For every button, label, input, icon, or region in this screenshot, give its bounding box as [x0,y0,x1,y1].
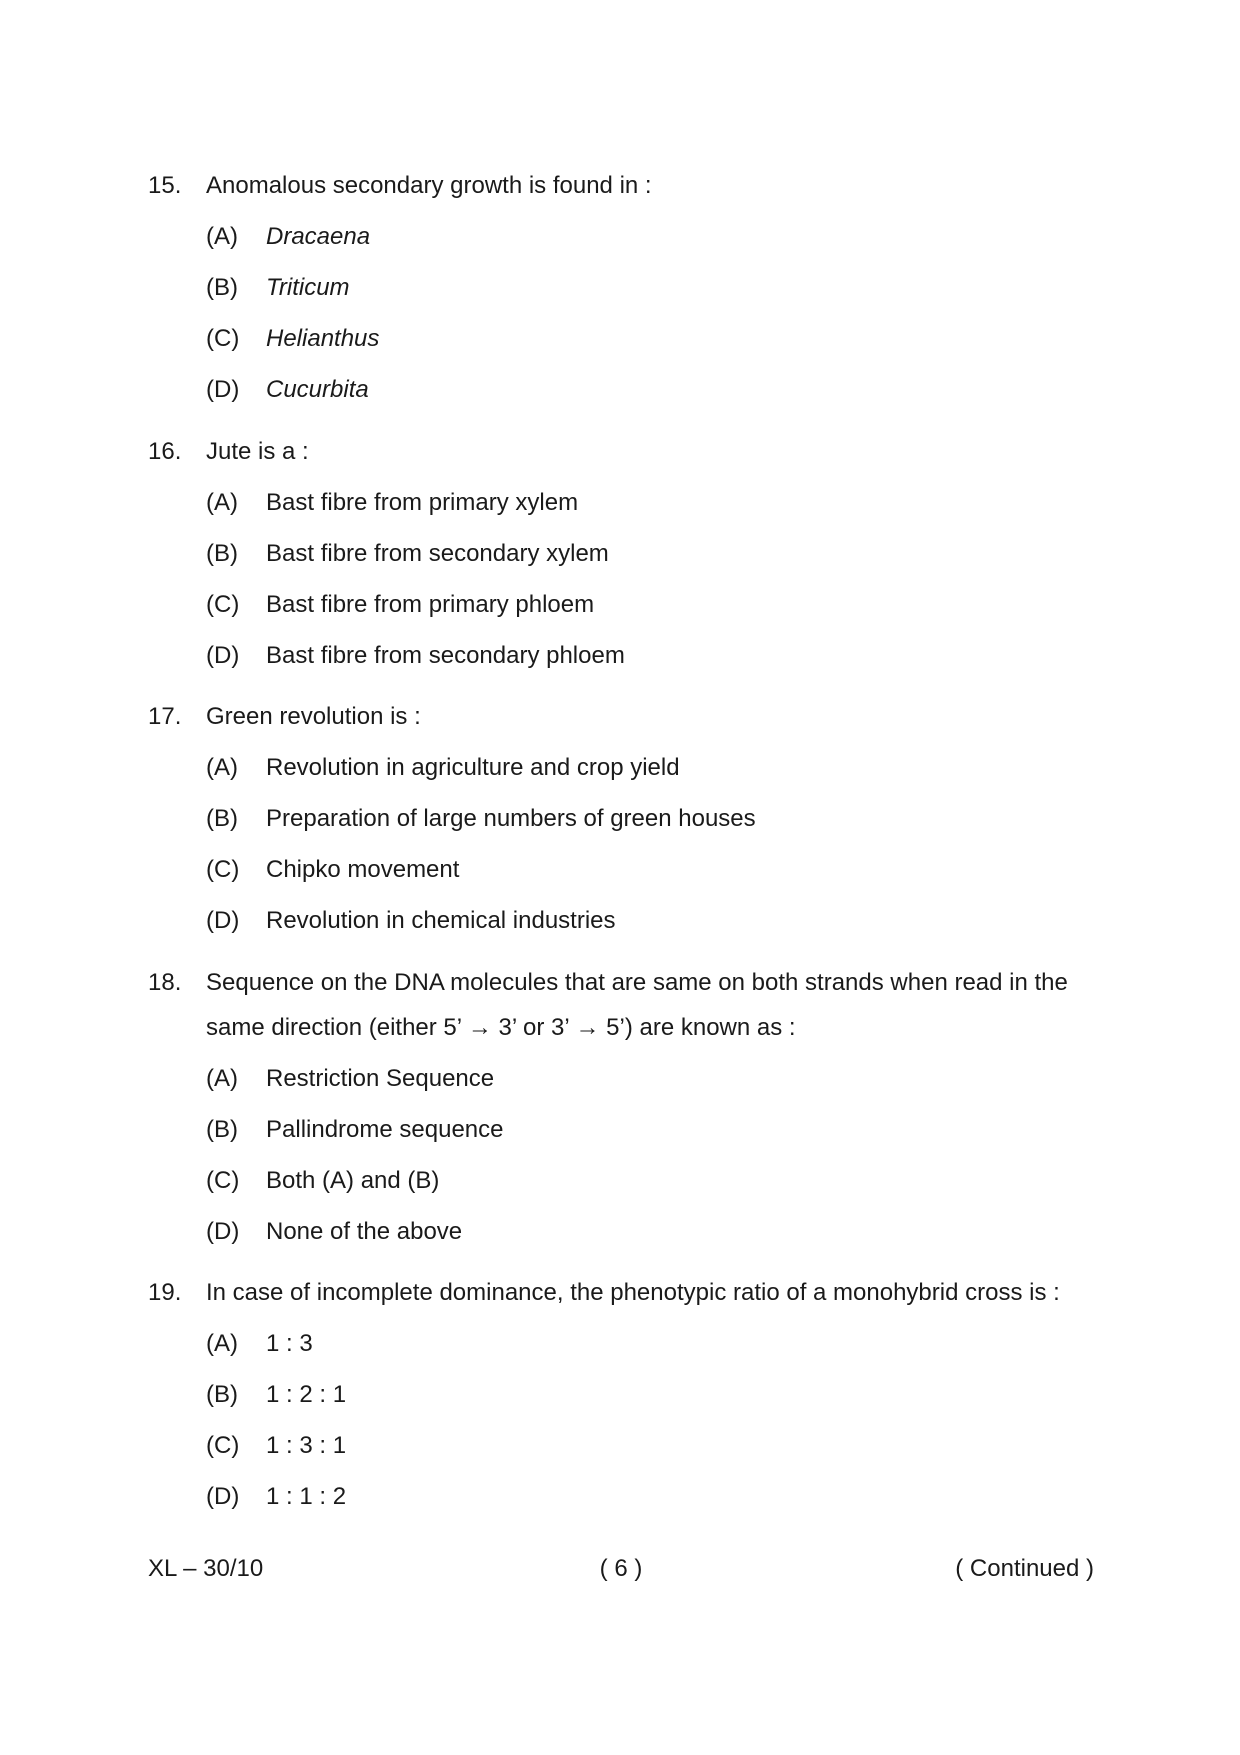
option-text: Cucurbita [266,376,369,403]
question-17 [148,694,1108,949]
option-c [148,1423,1108,1474]
option-label: (B) [206,1381,238,1408]
option-list [148,214,1108,418]
question-19 [148,1270,1108,1525]
option-text: Bast fibre from secondary xylem [266,540,609,567]
option-text: Triticum [266,274,350,301]
question-15 [148,163,1108,418]
option-c [148,316,1108,367]
question-text: Green revolution is : [206,703,421,730]
option-text: 1 : 3 [266,1330,313,1357]
option-list [148,1321,1108,1525]
option-label: (A) [206,1065,238,1092]
option-d [148,1209,1108,1260]
option-text: Bast fibre from primary xylem [266,489,579,516]
question-text: Jute is a : [206,438,309,465]
option-text: Revolution in chemical industries [266,907,616,934]
option-a [148,480,1108,531]
question-text: Sequence on the DNA molecules that are same on both strands when read in the same direction (either 5’ → 3’ or 3’ → 5’) are known as : [206,969,1068,1041]
question-text: In case of incomplete dominance, the phenotypic ratio of a monohybrid cross is : [206,1279,1060,1306]
question-stem [148,163,1108,208]
option-label: (D) [206,1218,240,1245]
option-label: (A) [206,1330,238,1357]
option-b [148,1372,1108,1423]
question-number: 16. [148,438,182,465]
option-label: (A) [206,223,238,250]
option-a [148,1321,1108,1372]
option-a [148,214,1108,265]
option-text: 1 : 3 : 1 [266,1432,347,1459]
option-d [148,1474,1108,1525]
page-number: ( 6 ) [599,1555,643,1582]
option-b [148,1107,1108,1158]
option-d [148,898,1108,949]
option-text: Revolution in agriculture and crop yield [266,754,680,781]
option-a [148,745,1108,796]
option-b [148,796,1108,847]
option-d [148,367,1108,418]
option-label: (D) [206,642,240,669]
page-footer [148,1549,1094,1589]
question-stem [148,1270,1108,1315]
option-label: (D) [206,907,240,934]
option-label: (D) [206,1483,240,1510]
question-stem [148,960,1108,1050]
option-text: Dracaena [266,223,371,250]
question-16 [148,429,1108,684]
option-text: Chipko movement [266,856,460,883]
question-stem [148,694,1108,739]
option-label: (B) [206,1116,238,1143]
option-d [148,633,1108,684]
option-label: (D) [206,376,240,403]
option-text: Pallindrome sequence [266,1116,504,1143]
option-c [148,847,1108,898]
continued-label: ( Continued ) [955,1555,1094,1582]
option-text: Bast fibre from secondary phloem [266,642,625,669]
option-label: (C) [206,591,240,618]
question-number: 18. [148,969,182,996]
option-label: (C) [206,325,240,352]
option-label: (C) [206,1432,240,1459]
question-text: Anomalous secondary growth is found in : [206,172,652,199]
option-label: (C) [206,856,240,883]
question-18 [148,960,1108,1260]
option-label: (B) [206,805,238,832]
option-c [148,1158,1108,1209]
option-label: (B) [206,274,238,301]
option-label: (C) [206,1167,240,1194]
option-c [148,582,1108,633]
option-b [148,531,1108,582]
option-text: Restriction Sequence [266,1065,495,1092]
option-text: 1 : 2 : 1 [266,1381,347,1408]
option-text: Both (A) and (B) [266,1167,440,1194]
option-text: None of the above [266,1218,463,1245]
option-list [148,1056,1108,1260]
paper-code: XL – 30/10 [148,1555,264,1582]
option-list [148,745,1108,949]
option-a [148,1056,1108,1107]
option-text: 1 : 1 : 2 [266,1483,347,1510]
option-label: (A) [206,754,238,781]
option-text: Bast fibre from primary phloem [266,591,595,618]
question-number: 17. [148,703,182,730]
question-number: 15. [148,172,182,199]
option-b [148,265,1108,316]
option-text: Helianthus [266,325,380,352]
option-label: (A) [206,489,238,516]
option-text: Preparation of large numbers of green houses [266,805,756,832]
option-list [148,480,1108,684]
option-label: (B) [206,540,238,567]
question-stem [148,429,1108,474]
question-number: 19. [148,1279,182,1306]
